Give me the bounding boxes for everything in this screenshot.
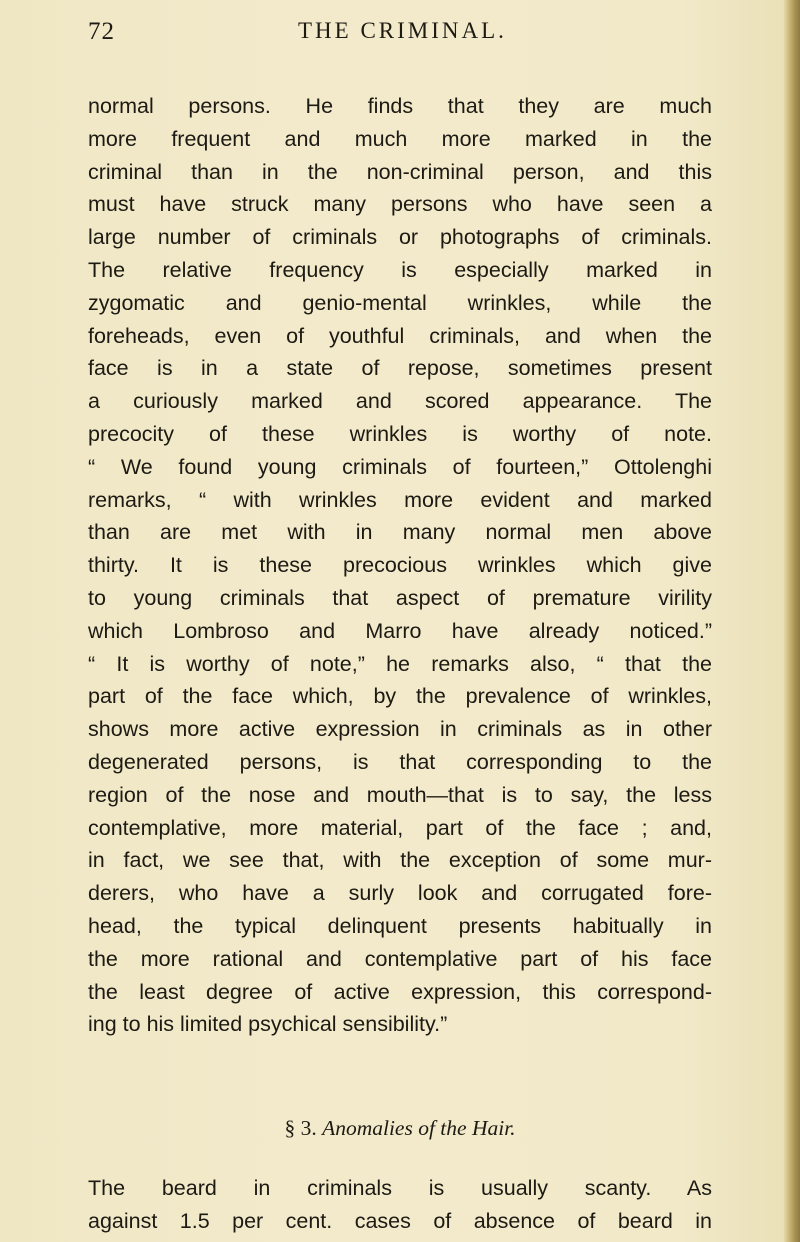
text-line: shows more active expression in criminals as in other bbox=[88, 717, 712, 742]
text-line: in fact, we see that, with the exception of some mur- bbox=[88, 848, 712, 873]
text-line: face is in a state of repose, sometimes present bbox=[88, 356, 712, 381]
page-edge bbox=[784, 0, 800, 1242]
text-line: contemplative, more material, part of the face ; and, bbox=[88, 815, 712, 840]
page-number: 72 bbox=[88, 18, 115, 45]
section-heading bbox=[88, 1116, 712, 1141]
text-line: part of the face which, by the prevalence of wrinkles, bbox=[88, 684, 712, 709]
text-line: head, the typical delinquent presents habitually in bbox=[88, 913, 712, 938]
text-line: more frequent and much more marked in the bbox=[88, 126, 712, 151]
text-line: criminal than in the non-criminal person, and this bbox=[88, 159, 712, 184]
text-line: to young criminals that aspect of premature virility bbox=[88, 585, 712, 610]
text-line: against 1.5 per cent. cases of absence of beard in bbox=[88, 1208, 712, 1233]
text-line: degenerated persons, is that corresponding to the bbox=[88, 749, 712, 774]
text-line: large number of criminals or photographs of criminals. bbox=[88, 225, 712, 250]
section-title: Anomalies of the Hair. bbox=[322, 1116, 516, 1140]
text-line: the least degree of active expression, this correspond- bbox=[88, 979, 712, 1004]
text-line: the more rational and contemplative part of his face bbox=[88, 946, 712, 971]
text-line: zygomatic and genio-mental wrinkles, while the bbox=[88, 290, 712, 315]
text-line: “ We found young criminals of fourteen,” Ottolenghi bbox=[88, 454, 712, 479]
text-line: foreheads, even of youthful criminals, and when the bbox=[88, 323, 712, 348]
text-line: which Lombroso and Marro have already noticed.” bbox=[88, 618, 712, 643]
text-line: “ It is worthy of note,” he remarks also, “ that the bbox=[88, 651, 712, 676]
text-line: a curiously marked and scored appearance. The bbox=[88, 389, 712, 414]
paragraph-1 bbox=[88, 90, 712, 1041]
text-line: remarks, “ with wrinkles more evident and marked bbox=[88, 487, 712, 512]
text-line: than are met with in many normal men above bbox=[88, 520, 712, 545]
text-line: region of the nose and mouth—that is to say, the less bbox=[88, 782, 712, 807]
text-line: thirty. It is these precocious wrinkles which give bbox=[88, 553, 712, 578]
text-line: ing to his limited psychical sensibility.” bbox=[88, 1012, 448, 1037]
paragraph-2 bbox=[88, 1172, 712, 1238]
page-header bbox=[88, 18, 718, 58]
text-line: precocity of these wrinkles is worthy of note. bbox=[88, 421, 712, 446]
text-line: derers, who have a surly look and corrugated fore- bbox=[88, 881, 712, 906]
text-line: The relative frequency is especially marked in bbox=[88, 257, 712, 282]
text-line: The beard in criminals is usually scanty. As bbox=[88, 1176, 712, 1200]
text-line: normal persons. He finds that they are much bbox=[88, 94, 712, 118]
text-line: must have struck many persons who have seen a bbox=[88, 192, 712, 217]
section-number: § 3. bbox=[284, 1116, 317, 1140]
running-head: THE CRIMINAL. bbox=[298, 18, 507, 43]
